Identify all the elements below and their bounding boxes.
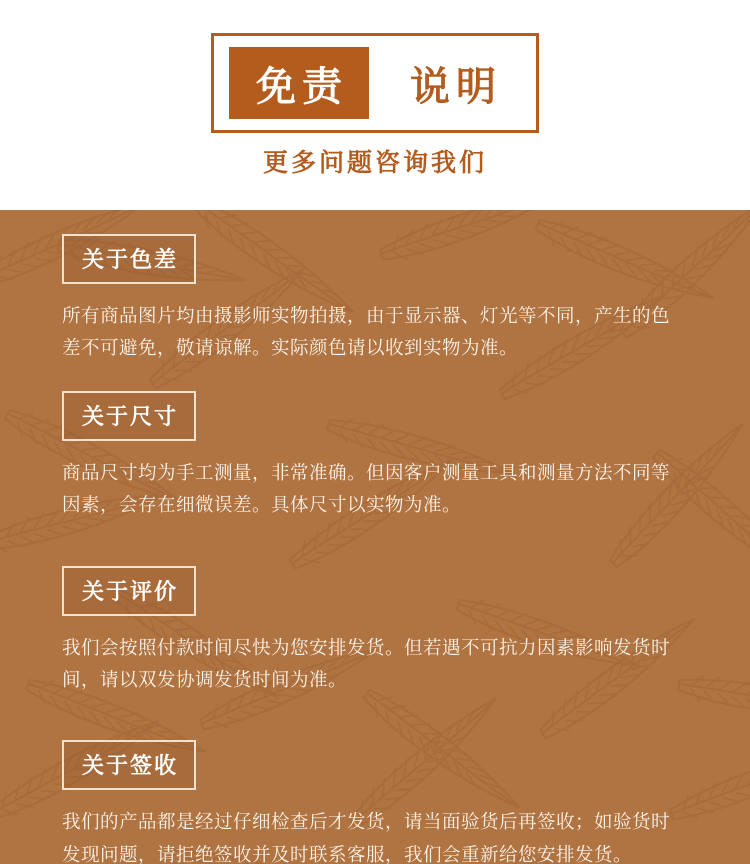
disclaimer-body (0, 210, 750, 864)
title-right-word: 说明 (410, 64, 502, 109)
section-tag-color-difference: 关于色差 (62, 234, 196, 284)
section-tag-review: 关于评价 (62, 566, 196, 616)
page-title (211, 33, 539, 133)
title-left-word: 免责 (229, 47, 369, 119)
page-header (0, 0, 750, 210)
disclaimer-sections (0, 210, 750, 864)
section-color-difference (62, 234, 688, 365)
section-text-receipt: 我们的产品都是经过仔细检查后才发货，请当面验货后再签收；如验货时发现问题，请拒绝签收并及时联系客服，我们会重新给您安排发货。 (62, 811, 671, 864)
section-tag-size: 关于尺寸 (62, 391, 196, 441)
section-receipt (62, 740, 688, 864)
section-text-review: 我们会按照付款时间尽快为您安排发货。但若遇不可抗力因素影响发货时间，请以双发协调发货时间为准。 (62, 636, 671, 690)
page-subtitle: 更多问题咨询我们 (262, 149, 487, 177)
section-text-color-difference: 所有商品图片均由摄影师实物拍摄，由于显示器、灯光等不同，产生的色差不可避免，敬请谅解。实际颜色请以收到实物为准。 (62, 305, 671, 359)
section-text-size: 商品尺寸均为手工测量，非常准确。但因客户测量工具和测量方法不同等因素，会存在细微误差。具体尺寸以实物为准。 (62, 461, 671, 516)
section-review (62, 566, 688, 697)
section-tag-receipt: 关于签收 (62, 740, 196, 790)
section-size (62, 391, 688, 522)
